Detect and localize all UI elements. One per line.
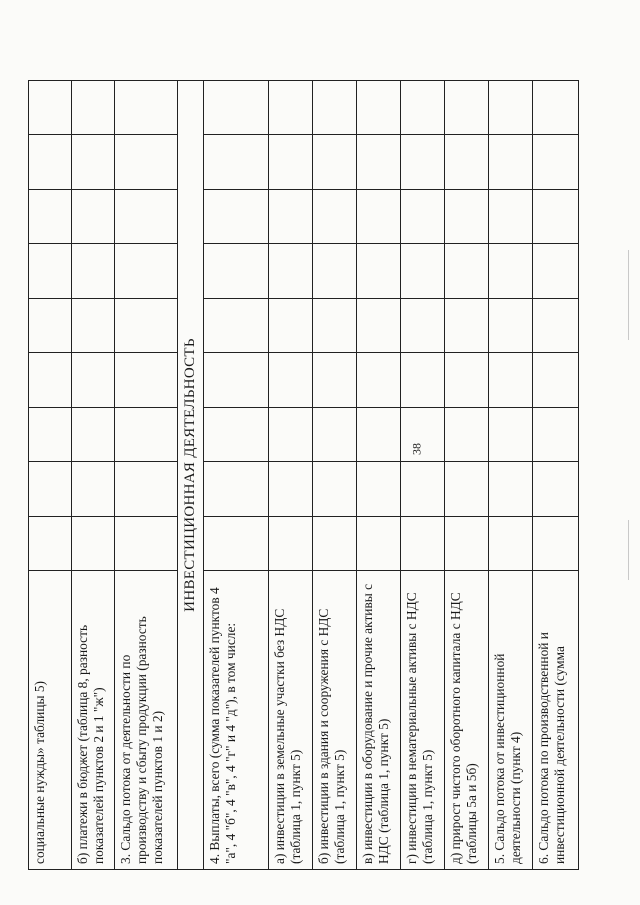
empty-cell (401, 298, 445, 352)
empty-cell (269, 353, 313, 407)
empty-cell (401, 407, 445, 461)
empty-cell (357, 353, 401, 407)
row-label: 3. Сальдо потока от деятельности по производству и сбыту продукции (разность показателей пунктов 1 и 2) (115, 571, 178, 870)
empty-cell (489, 462, 533, 516)
empty-cell (29, 353, 72, 407)
empty-cell (72, 353, 115, 407)
empty-cell (357, 244, 401, 298)
empty-cell (533, 407, 579, 461)
empty-cell (29, 81, 72, 136)
empty-cell (204, 135, 269, 189)
empty-cell (115, 298, 178, 352)
empty-cell (204, 244, 269, 298)
table-row (357, 81, 401, 870)
empty-cell (489, 135, 533, 189)
empty-cell (533, 353, 579, 407)
empty-cell (115, 81, 178, 136)
empty-cell (72, 244, 115, 298)
section-header: ИНВЕСТИЦИОННАЯ ДЕЯТЕЛЬНОСТЬ (178, 81, 204, 870)
empty-cell (115, 353, 178, 407)
empty-cell (313, 244, 357, 298)
empty-cell (401, 462, 445, 516)
row-label: б) платежи в бюджет (таблица 8, разность показателей пунктов 2 и 1 "ж") (72, 571, 115, 870)
empty-cell (401, 244, 445, 298)
empty-cell (72, 81, 115, 136)
table-row (269, 81, 313, 870)
empty-cell (489, 298, 533, 352)
row-label: а) инвестиции в земельные участки без НДС (таблица 1, пункт 5) (269, 571, 313, 870)
empty-cell (115, 462, 178, 516)
empty-cell (357, 81, 401, 136)
empty-cell (489, 353, 533, 407)
empty-cell (115, 189, 178, 243)
empty-cell (204, 462, 269, 516)
empty-cell (204, 189, 269, 243)
table-row (313, 81, 357, 870)
empty-cell (445, 516, 489, 570)
empty-cell (269, 189, 313, 243)
table-row (115, 81, 178, 870)
empty-cell (269, 462, 313, 516)
empty-cell (313, 516, 357, 570)
cash-flow-table (28, 80, 579, 870)
empty-cell (313, 189, 357, 243)
empty-cell (72, 407, 115, 461)
empty-cell (204, 407, 269, 461)
empty-cell (357, 189, 401, 243)
empty-cell (357, 516, 401, 570)
empty-cell (29, 135, 72, 189)
empty-cell (204, 298, 269, 352)
empty-cell (357, 407, 401, 461)
empty-cell (269, 516, 313, 570)
row-label: 5. Сальдо потока от инвестиционной деятельности (пункт 4) (489, 571, 533, 870)
empty-cell (445, 135, 489, 189)
row-label: г) инвестиции в нематериальные активы с НДС (таблица 1, пункт 5) (401, 571, 445, 870)
table-row (445, 81, 489, 870)
empty-cell (115, 407, 178, 461)
empty-cell (357, 462, 401, 516)
empty-cell (29, 298, 72, 352)
empty-cell (269, 81, 313, 136)
row-label: д) прирост чистого оборотного капитала с НДС (таблицы 5а и 5б) (445, 571, 489, 870)
empty-cell (29, 407, 72, 461)
empty-cell (204, 81, 269, 136)
row-label: 4. Выплаты, всего (сумма показателей пунктов 4 "а", 4 "б", 4 "в", 4 "г" и 4 "д"), в том числе: (204, 571, 269, 870)
empty-cell (115, 244, 178, 298)
empty-cell (313, 353, 357, 407)
empty-cell (533, 135, 579, 189)
section-header-row (178, 81, 204, 870)
empty-cell (357, 298, 401, 352)
empty-cell (269, 244, 313, 298)
empty-cell (72, 462, 115, 516)
empty-cell (29, 462, 72, 516)
empty-cell (489, 189, 533, 243)
rotated-table-container (28, 80, 578, 870)
empty-cell (445, 462, 489, 516)
row-label: б) инвестиции в здания и сооружения с НДС (таблица 1, пункт 5) (313, 571, 357, 870)
row-label: в) инвестиции в оборудование и прочие активы с НДС (таблица 1, пункт 5) (357, 571, 401, 870)
empty-cell (115, 516, 178, 570)
empty-cell (72, 516, 115, 570)
empty-cell (269, 298, 313, 352)
empty-cell (357, 135, 401, 189)
empty-cell (313, 462, 357, 516)
table-row (204, 81, 269, 870)
empty-cell (533, 298, 579, 352)
empty-cell (29, 189, 72, 243)
table-row (533, 81, 579, 870)
empty-cell (313, 298, 357, 352)
empty-cell (313, 81, 357, 136)
table-row (401, 81, 445, 870)
empty-cell (72, 298, 115, 352)
empty-cell (533, 189, 579, 243)
empty-cell (445, 407, 489, 461)
empty-cell (489, 244, 533, 298)
page-number: 38 (409, 443, 424, 455)
scan-edge-mark (628, 520, 629, 580)
empty-cell (29, 516, 72, 570)
empty-cell (313, 135, 357, 189)
table-row (72, 81, 115, 870)
empty-cell (72, 135, 115, 189)
empty-cell (533, 516, 579, 570)
empty-cell (204, 516, 269, 570)
empty-cell (204, 353, 269, 407)
table-row (29, 81, 72, 870)
empty-cell (269, 135, 313, 189)
empty-cell (445, 81, 489, 136)
row-label: 6. Сальдо потока по производственной и инвестиционной деятельности (сумма (533, 571, 579, 870)
empty-cell (533, 462, 579, 516)
empty-cell (489, 407, 533, 461)
empty-cell (445, 244, 489, 298)
empty-cell (401, 81, 445, 136)
empty-cell (401, 516, 445, 570)
empty-cell (445, 353, 489, 407)
empty-cell (445, 189, 489, 243)
empty-cell (401, 135, 445, 189)
empty-cell (269, 407, 313, 461)
empty-cell (489, 516, 533, 570)
empty-cell (401, 353, 445, 407)
empty-cell (445, 298, 489, 352)
empty-cell (489, 81, 533, 136)
empty-cell (29, 244, 72, 298)
table-row (489, 81, 533, 870)
empty-cell (533, 81, 579, 136)
empty-cell (533, 244, 579, 298)
scan-edge-mark (628, 250, 629, 340)
empty-cell (115, 135, 178, 189)
row-label: социальные нужды» таблицы 5) (29, 571, 72, 870)
empty-cell (72, 189, 115, 243)
empty-cell (313, 407, 357, 461)
empty-cell (401, 189, 445, 243)
